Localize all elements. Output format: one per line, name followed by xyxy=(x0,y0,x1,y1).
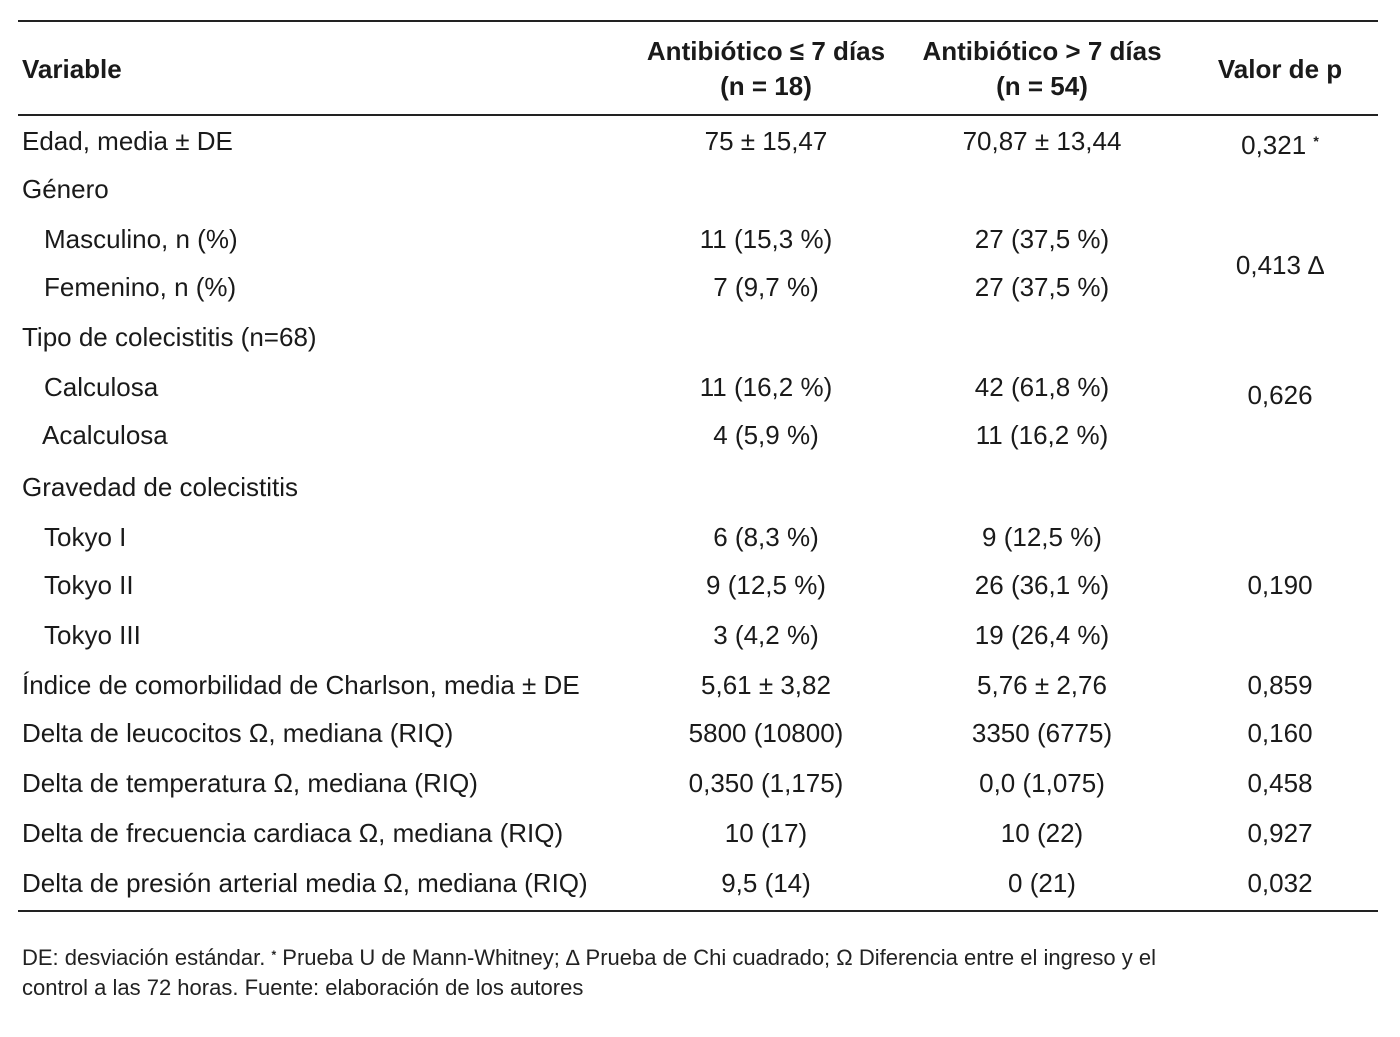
row-label: Edad, media ± DE xyxy=(22,126,233,156)
row-g2: 27 (37,5 %) xyxy=(974,224,1110,254)
header-pvalue: Valor de p xyxy=(1217,54,1343,84)
row-g1: 9,5 (14) xyxy=(721,868,811,898)
bottom-rule xyxy=(18,910,1378,912)
gender-p: 0,413 ∆ xyxy=(1235,250,1325,280)
row-g2: 9 (12,5 %) xyxy=(982,522,1102,552)
row-label: Delta de temperatura Ω, mediana (RIQ) xyxy=(22,768,478,798)
row-label: Índice de comorbilidad de Charlson, media ± DE xyxy=(22,670,580,700)
type-p: 0,626 xyxy=(1247,380,1313,410)
row-label: Tokyo II xyxy=(44,570,134,600)
row-label: Calculosa xyxy=(44,372,159,402)
section-label: Gravedad de colecistitis xyxy=(22,472,299,502)
row-g2: 0,0 (1,075) xyxy=(979,768,1105,798)
mann-whitney-mark: * xyxy=(1313,133,1319,149)
row-p: 0,032 xyxy=(1247,868,1313,898)
row-g2: 42 (61,8 %) xyxy=(974,372,1110,402)
row-label: Delta de leucocitos Ω, mediana (RIQ) xyxy=(22,718,454,748)
row-g1: 7 (9,7 %) xyxy=(713,272,819,302)
row-g1: 9 (12,5 %) xyxy=(706,570,826,600)
header-group2: Antibiótico > 7 días (n = 54) xyxy=(922,36,1162,101)
row-g2: 11 (16,2 %) xyxy=(975,420,1109,450)
row-g1: 5,61 ± 3,82 xyxy=(701,670,831,700)
row-g2: 26 (36,1 %) xyxy=(974,570,1110,600)
section-label: Tipo de colecistitis (n=68) xyxy=(22,322,317,352)
footnote-mark: * xyxy=(271,948,277,962)
header-group1: Antibiótico ≤ 7 días (n = 18) xyxy=(646,36,886,101)
row-g2: 0 (21) xyxy=(1008,868,1076,898)
row-p: 0,927 xyxy=(1247,818,1313,848)
row-g1: 11 (15,3 %) xyxy=(699,224,833,254)
severity-p: 0,190 xyxy=(1247,570,1313,600)
row-p: 0,859 xyxy=(1247,670,1313,700)
row-g2: 5,76 ± 2,76 xyxy=(977,670,1107,700)
row-g1: 5800 (10800) xyxy=(688,718,844,748)
row-label: Femenino, n (%) xyxy=(44,272,237,302)
row-label: Delta de frecuencia cardiaca Ω, mediana (RIQ) xyxy=(22,818,564,848)
row-g2: 27 (37,5 %) xyxy=(974,272,1110,302)
row-g2: 19 (26,4 %) xyxy=(974,620,1110,650)
row-g2: 3350 (6775) xyxy=(971,718,1113,748)
header-variable: Variable xyxy=(22,54,122,84)
table-footnote: DE: desviación estándar. * Prueba U de Mann-Whitney; ∆ Prueba de Chi cuadrado; Ω Diferencia entre el ingreso y el control a las 72 horas. Fuente: elaboración de los autores xyxy=(22,945,1156,1000)
row-g2: 10 (22) xyxy=(1000,818,1084,848)
row-p: 0,160 xyxy=(1247,718,1313,748)
top-rule xyxy=(18,20,1378,22)
row-label: Tokyo I xyxy=(44,522,127,552)
row-label: Acalculosa xyxy=(42,420,168,450)
row-g1: 3 (4,2 %) xyxy=(713,620,819,650)
row-g1: 10 (17) xyxy=(724,818,808,848)
row-g2: 70,87 ± 13,44 xyxy=(962,126,1122,156)
row-g1: 6 (8,3 %) xyxy=(713,522,819,552)
row-label: Tokyo III xyxy=(44,620,141,650)
row-label: Masculino, n (%) xyxy=(44,224,238,254)
row-label: Delta de presión arterial media Ω, mediana (RIQ) xyxy=(22,868,588,898)
row-g1: 75 ± 15,47 xyxy=(704,126,828,156)
row-g1: 11 (16,2 %) xyxy=(699,372,833,402)
section-label: Género xyxy=(22,174,109,204)
header-rule xyxy=(18,114,1378,116)
row-p: 0,321 * xyxy=(1241,130,1319,160)
row-g1: 4 (5,9 %) xyxy=(713,420,819,450)
row-g1: 0,350 (1,175) xyxy=(688,768,844,798)
row-p: 0,458 xyxy=(1247,768,1313,798)
